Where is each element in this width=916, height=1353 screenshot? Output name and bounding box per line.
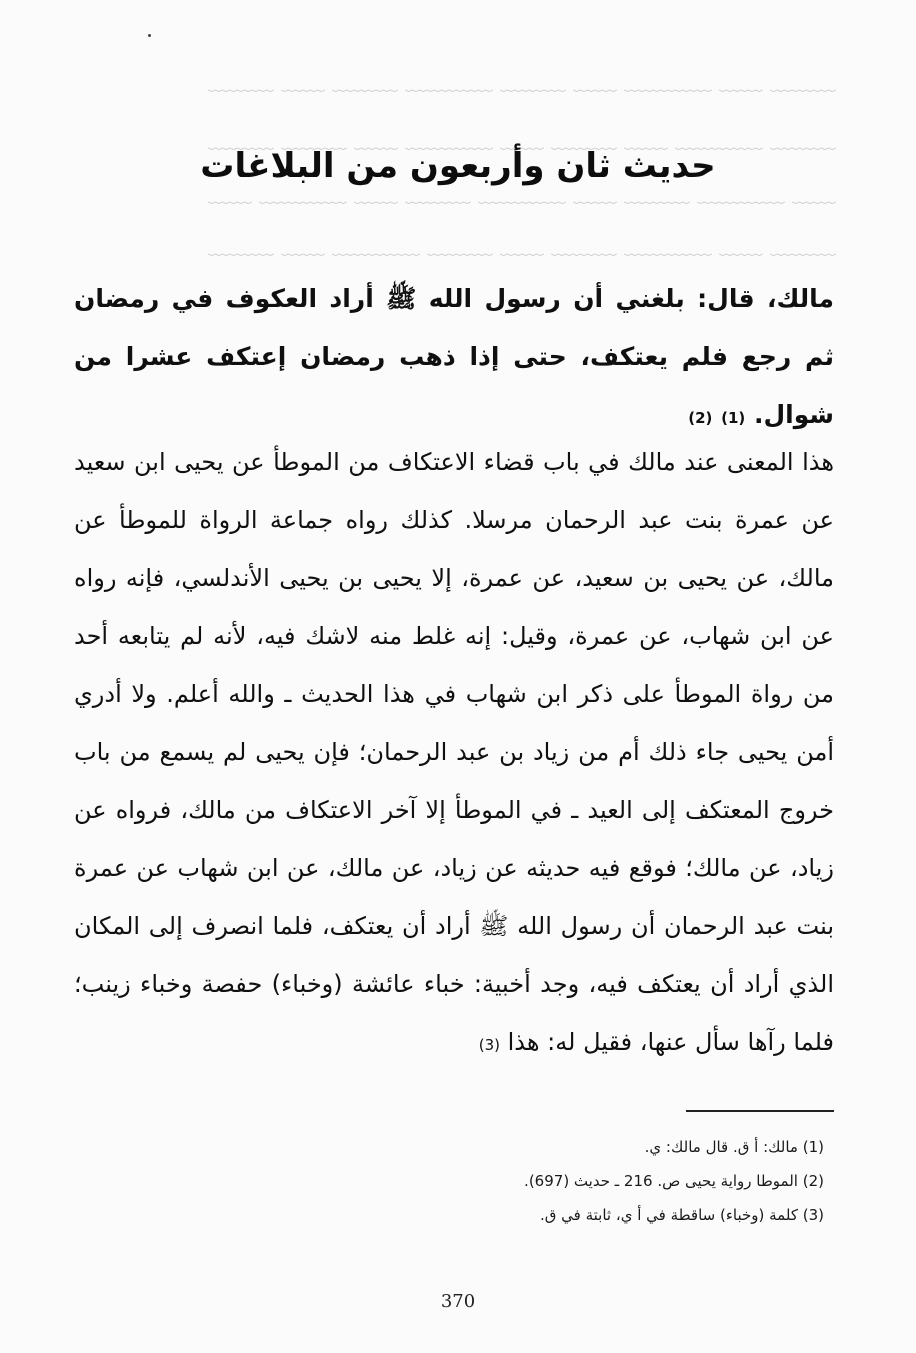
footnotes bbox=[224, 1130, 824, 1232]
bleed-through-line: ﹏﹏﹏ ﹏﹏﹏﹏ ﹏﹏ ﹏﹏﹏ ﹏﹏ ﹏﹏﹏﹏ ﹏﹏ ﹏﹏﹏ ﹏﹏﹏ bbox=[208, 129, 836, 154]
commentary-body: هذا المعنى عند مالك في باب قضاء الاعتكاف من الموطأ عن يحيى ابن سعيد عن عمرة بنت عبد الرحمان مرسلا. كذلك رواه جماعة الرواة للموطأ عن مالك، عن يحيى بن سعيد، عن عمرة، إلا يحيى بن يحيى الأندلسي، فإنه رواه عن ابن شهاب، عن عمرة، وقيل: إنه غلط منه لاشك فيه، لأنه لم يتابعه أحد من رواة الموطأ على ذكر ابن شهاب في هذا الحديث ـ والله أعلم. ولا أدري أمن يحيى جاء ذلك أم من زياد بن عبد الرحمان؛ فإن يحيى لم يسمع من باب خروج المعتكف إلى العيد ـ في الموطأ إلا آخر الاعتكاف من مالك، فرواه عن زياد، عن مالك؛ فوقع فيه حديثه عن زياد، عن مالك، عن ابن شهاب عن عمرة بنت عبد الرحمان أن رسول الله ﷺ أراد أن يعتكف، فلما انصرف إلى المكان الذي أراد أن يعتكف فيه، وجد أخبية: خباء عائشة (وخباء) حفصة وخباء زينب؛ فلما رآها سأل عنها، فقيل له: هذا bbox=[74, 448, 834, 1056]
bleed-through-line: ﹏﹏﹏ ﹏﹏ ﹏﹏﹏﹏ ﹏﹏ ﹏﹏﹏ ﹏﹏﹏﹏ ﹏﹏﹏ ﹏﹏ ﹏﹏﹏ bbox=[208, 71, 836, 96]
footnote-ref-1: (1) bbox=[721, 409, 746, 427]
hadith-text bbox=[74, 270, 834, 447]
footnote-1: (1) مالك: أ ق. قال مالك: ي. bbox=[644, 1138, 824, 1156]
bleed-through-line: ﹏﹏﹏ ﹏﹏ ﹏﹏﹏﹏ ﹏﹏﹏ ﹏﹏ ﹏﹏﹏ ﹏﹏﹏﹏ ﹏﹏ ﹏﹏﹏ bbox=[208, 235, 836, 260]
page-number: 370 bbox=[440, 1291, 476, 1312]
footnote-separator bbox=[686, 1110, 834, 1112]
footnote-2: (2) الموطا رواية يحيى ص. 216 ـ حديث (697). bbox=[524, 1172, 824, 1190]
hadith-body: مالك، قال: بلغني أن رسول الله ﷺ أراد العكوف في رمضان ثم رجع فلم يعتكف، حتى إذا ذهب رمضان إعتكف عشرا من شوال. bbox=[74, 284, 834, 429]
chapter-title: حديث ثان وأربعون من البلاغات bbox=[200, 146, 716, 186]
scan-speck bbox=[148, 34, 151, 37]
footnote-ref-3: (3) bbox=[478, 1036, 500, 1054]
bleed-through-line: ﹏﹏ ﹏﹏﹏﹏ ﹏﹏﹏ ﹏﹏ ﹏﹏﹏﹏ ﹏﹏﹏ ﹏﹏ ﹏﹏﹏﹏ ﹏﹏ bbox=[208, 183, 836, 208]
footnote-ref-2: (2) bbox=[688, 409, 713, 427]
commentary-text bbox=[74, 433, 834, 1074]
footnote-3: (3) كلمة (وخباء) ساقطة في أ ي، ثابتة في ق. bbox=[539, 1206, 824, 1224]
